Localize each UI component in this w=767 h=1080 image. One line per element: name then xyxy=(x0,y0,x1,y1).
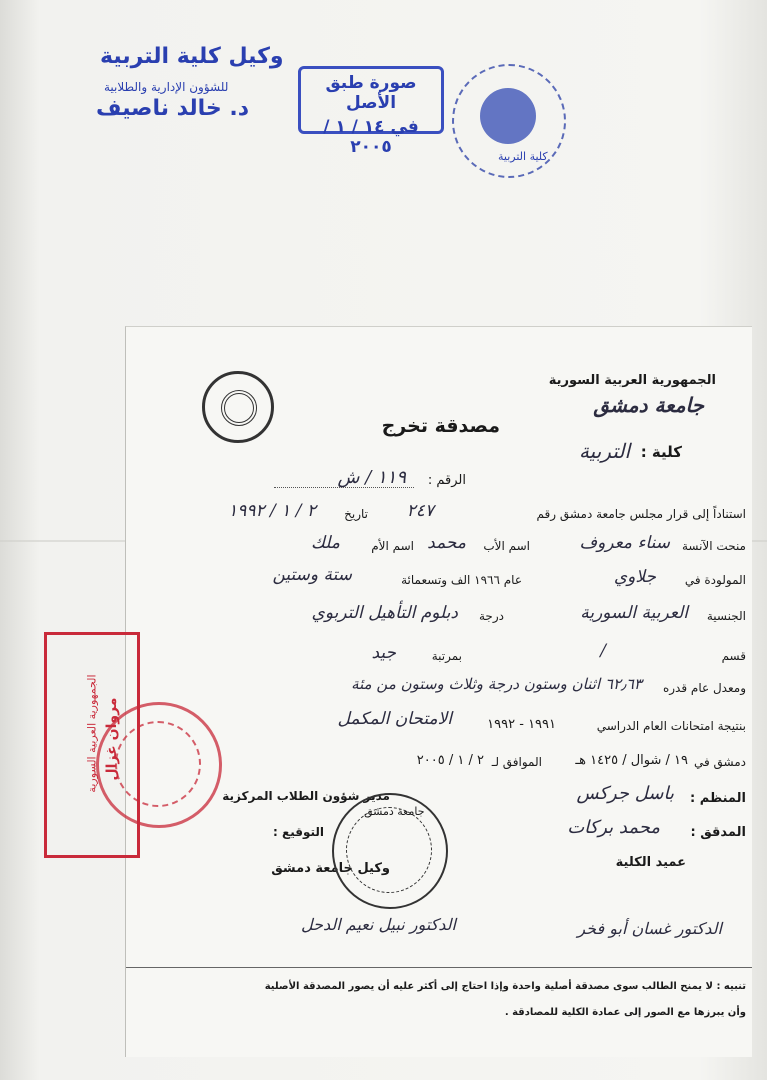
checker-label: المدقق : xyxy=(690,825,746,840)
faculty-value: التربية xyxy=(578,439,630,463)
nationality-value: العربية السورية xyxy=(580,603,688,623)
university-seal xyxy=(332,793,448,909)
faculty-seal xyxy=(452,64,566,178)
faculty-seal-text: كلية التربية xyxy=(498,150,548,163)
section-value: / xyxy=(600,641,606,661)
section-label: قسم xyxy=(721,649,746,663)
vice-dean-stamp-name: د. خالد ناصيف xyxy=(96,96,250,121)
birthplace: جلاوي xyxy=(613,567,656,587)
red-round-seal xyxy=(96,702,222,828)
student-name: سناء معروف xyxy=(579,533,670,553)
university-emblem xyxy=(202,371,274,443)
father-name: محمد xyxy=(427,533,466,553)
grade-value: جيد xyxy=(371,643,396,663)
vice-dean-stamp-subtitle: للشؤون الإدارية والطلابية xyxy=(104,80,229,94)
red-stamp-line2: مروان غزال xyxy=(104,697,120,781)
signature-label: التوقيع : xyxy=(273,825,324,839)
granted-label: منحت الآنسة xyxy=(681,539,746,553)
degree-value: دبلوم التأهيل التربوي xyxy=(311,603,458,623)
grade-label: بمرتبة xyxy=(431,649,462,663)
mother-label: اسم الأم xyxy=(371,539,414,553)
father-label: اسم الأب xyxy=(483,539,530,553)
faculty-seal-emblem xyxy=(480,88,536,144)
born-label: المولودة في xyxy=(684,573,746,587)
degree-label: درجة xyxy=(479,609,504,623)
nationality-label: الجنسية xyxy=(706,609,746,623)
vice-president-label: وكيل جامعة دمشق xyxy=(271,861,390,876)
average-value: ٦٢٫٦٣ اثنان وستون درجة وثلاث وستون من مئة xyxy=(351,675,642,693)
issued-label: دمشق في xyxy=(693,755,746,769)
issued-hijri: ١٩ / شوال / ١٤٢٥ هـ xyxy=(575,753,688,768)
note-line-1: تنبيه : لا يمنح الطالب سوى مصدقة أصلية واحدة وإذا احتاج إلى أكثر عليه أن يصور المصدقة الأصلية xyxy=(264,981,746,992)
number-line xyxy=(274,487,414,488)
true-copy-stamp-line1: صورة طبق الأصل xyxy=(325,73,417,113)
decree-date: ٢ / ١ / ١٩٩٢ xyxy=(228,501,316,521)
number-label: الرقم : xyxy=(427,473,466,488)
corresponding-label: الموافق لـ xyxy=(491,755,542,769)
birth-year-label: عام ١٩٦٦ الف وتسعمائة xyxy=(401,573,522,587)
mother-name: ملك xyxy=(310,533,340,553)
vice-president-name: الدكتور نبيل نعيم الدحل xyxy=(300,915,456,934)
decree-date-label: تاريخ xyxy=(344,507,368,521)
exam-year: ١٩٩١ - ١٩٩٢ xyxy=(487,717,556,732)
red-stamp-line1: الجمهورية العربية السورية xyxy=(85,674,99,793)
exam-session: الامتحان المكمل xyxy=(337,709,452,729)
university-name: جامعة دمشق xyxy=(593,393,704,417)
university-emblem-center xyxy=(221,390,257,426)
faculty-label: كلية : xyxy=(640,443,682,461)
average-label: ومعدل عام قدره xyxy=(662,681,746,695)
university-seal-text: جامعة دمشق xyxy=(364,805,425,818)
birth-year-words: ستة وستين xyxy=(272,565,352,585)
central-student-affairs-director-label: مدير شؤون الطلاب المركزية xyxy=(222,789,390,803)
decree-number: ٢٤٧ xyxy=(406,501,434,521)
decree-text: استناداً إلى قرار مجلس جامعة دمشق رقم xyxy=(536,507,746,521)
true-copy-stamp xyxy=(298,66,444,157)
notes-divider xyxy=(126,967,752,968)
country-name: الجمهورية العربية السورية xyxy=(548,373,716,388)
note-line-2: وأن يبرزها مع الصور إلى عمادة الكلية للمصادقة . xyxy=(504,1007,746,1018)
exam-label: بنتيجة امتحانات العام الدراسي xyxy=(596,719,746,733)
certificate-title: مصدقة تخرج xyxy=(381,415,500,437)
true-copy-stamp-date: في ١٤ / ١ / ٢٠٠٥ xyxy=(323,117,419,157)
graduation-certificate xyxy=(125,326,752,1057)
checker-signature: محمد بركات xyxy=(567,817,660,838)
issued-gregorian: ٢ / ١ / ٢٠٠٥ xyxy=(416,753,484,768)
organizer-signature: باسل جركس xyxy=(576,783,674,804)
organizer-label: المنظم : xyxy=(690,791,746,806)
red-round-seal-inner xyxy=(115,721,201,807)
vice-dean-stamp-title: وكيل كلية التربية xyxy=(100,44,284,69)
university-seal-inner xyxy=(346,807,432,893)
number-value: ١١٩ / ش xyxy=(337,467,406,488)
dean-label: عميد الكلية xyxy=(615,855,686,870)
dean-name: الدكتور غسان أبو فخر xyxy=(577,919,722,938)
